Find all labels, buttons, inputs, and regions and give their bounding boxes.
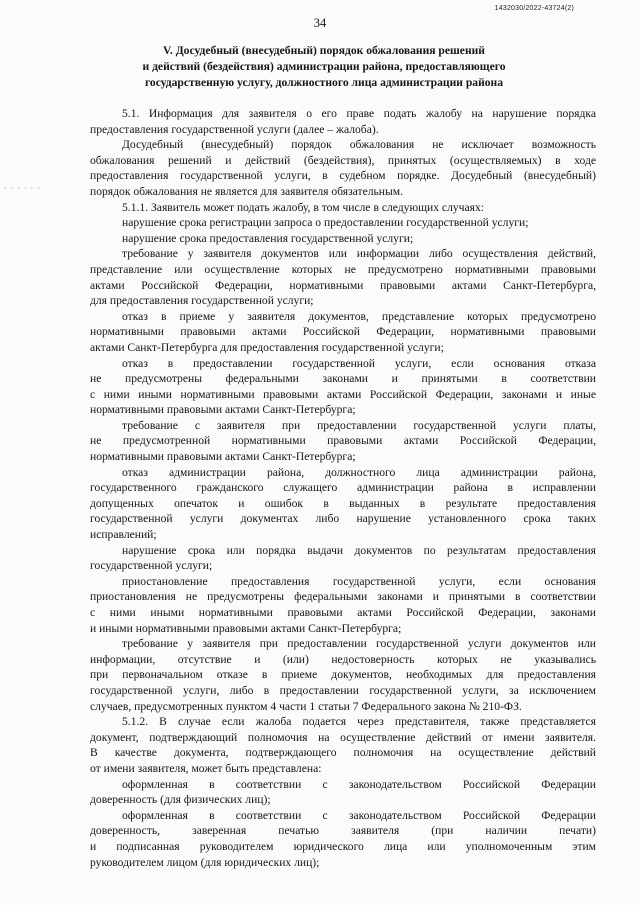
section-heading-line: и действий (бездействия) администрации района, предоставляющего	[142, 60, 506, 73]
body-text-line: приостановление предоставления государственной услуги, если основания	[122, 574, 596, 588]
body-text-line: руководителем лицом (для юридических лиц);	[90, 855, 320, 869]
body-text-line: при первоначальном отказе в приеме документов, необходимых для предоставления	[90, 668, 596, 682]
body-text-line: информации, отсутствие и (или) недостоверность которых не указывались	[90, 652, 596, 666]
body-text-line: с ними иными нормативными правовыми актами Российской Федерации, законами	[90, 606, 596, 619]
document-registration-number: 1432030/2022-43724(2)	[494, 5, 574, 12]
body-text-line: нормативными правовыми актами Санкт-Петербурга;	[90, 450, 356, 464]
body-text-line: государственной услуги, либо в предоставлении государственной услуги, за исключением	[90, 683, 596, 697]
section-heading-line: государственную услугу, должностного лица администрации района	[144, 76, 504, 89]
body-text-line: государственного гражданского служащего администрации района в исправлении	[90, 481, 596, 495]
body-text-line: требование с заявителя при предоставлении государственной услуги платы,	[122, 418, 596, 432]
body-text-line: нормативными правовыми актами Санкт-Петербурга;	[90, 403, 356, 417]
body-text-line: доверенность, заверенная печатью заявителя (при наличии печати)	[90, 824, 596, 838]
page-number: 34	[313, 16, 327, 30]
body-text-line: исправлений;	[90, 528, 157, 542]
body-text-line: документ, подтверждающий полномочия на осуществление действий от имени заявителя.	[90, 730, 596, 744]
body-text-line: оформленная в соответствии с законодательством Российской Федерации	[122, 808, 596, 822]
body-text-line: актами Российской Федерации, нормативными правовыми актами Санкт-Петербурга,	[90, 278, 596, 292]
body-text	[90, 106, 596, 870]
body-text-line: требование у заявителя при предоставлении государственной услуги документов или	[122, 637, 596, 651]
section-heading-line: V. Досудебный (внесудебный) порядок обжалования решений	[163, 44, 485, 57]
body-text-line: нарушение срока регистрации запроса о предоставлении государственной услуги;	[122, 216, 529, 230]
body-text-line: отказ в предоставлении государственной услуги, если основания отказа	[122, 356, 596, 370]
body-text-line: В качестве документа, подтверждающего полномочия на осуществление действий	[90, 746, 596, 760]
body-text-line: с ними иными нормативными правовыми актами Российской Федерации, законами и иные	[90, 387, 596, 401]
body-text-line: отказ администрации района, должностного лица администрации района,	[122, 465, 596, 479]
body-text-line: актами Санкт-Петербурга для предоставления государственной услуги;	[90, 340, 444, 354]
body-text-line: от имени заявителя, может быть представлена:	[90, 761, 322, 775]
body-text-line: государственной услуги;	[90, 559, 213, 573]
body-text-line: представление или осуществление которых не предусмотрено нормативными правовыми	[90, 262, 596, 276]
body-text-line: Досудебный (внесудебный) порядок обжалования не исключает возможность	[122, 138, 596, 152]
body-text-line: 5.1.1. Заявитель может подать жалобу, в том числе в следующих случаях:	[122, 200, 484, 214]
body-text-line: нормативными правовыми актами Российской Федерации, нормативными правовыми	[90, 325, 596, 339]
body-text-line: предоставления государственной услуги, в судебном порядке. Досудебный (внесудебный)	[90, 169, 596, 183]
body-text-line: порядок обжалования не является для заявителя обязательным.	[90, 184, 404, 198]
body-text-line: приостановления не предусмотрены федеральными законами и принятыми в соответствии	[90, 590, 596, 604]
body-text-line: нарушение срока или порядка выдачи документов по результатам предоставления	[122, 543, 596, 557]
body-text-line: отказ в приеме у заявителя документов, представление которых предусмотрено	[122, 309, 596, 323]
body-text-line: обжалования решений и действий (бездействия), принятых (осуществляемых) в ходе	[90, 153, 596, 167]
scan-margin-marks: · · · · · ·	[4, 184, 41, 193]
body-text-line: требование у заявителя документов или информации либо осуществления действий,	[122, 247, 596, 261]
body-text-line: для предоставления государственной услуги;	[90, 294, 314, 308]
body-text-line: 5.1.2. В случае если жалоба подается через представителя, также представляется	[122, 715, 596, 729]
body-text-line: 5.1. Информация для заявителя о его праве подать жалобу на нарушение порядка	[122, 107, 596, 120]
body-text-line: предоставления государственной услуги (далее – жалоба).	[90, 122, 379, 136]
body-text-line: случаев, предусмотренных пунктом 4 части 1 статьи 7 Федерального закона № 210-ФЗ.	[90, 699, 522, 713]
body-text-line: нарушение срока предоставления государственной услуги;	[122, 231, 414, 245]
body-text-line: государственной услуги документах либо нарушение установленного срока таких	[90, 512, 596, 526]
body-text-line: не предусмотрены федеральными законами и принятыми в соответствии	[90, 372, 596, 386]
body-text-line: допущенных опечаток и ошибок в выданных в результате предоставления	[90, 496, 596, 510]
section-heading	[104, 43, 544, 91]
body-text-line: оформленная в соответствии с законодательством Российской Федерации	[122, 777, 596, 791]
body-text-line: и иными нормативными правовыми актами Санкт-Петербурга;	[90, 621, 402, 635]
body-text-line: и подписанная руководителем юридического лица или уполномоченным этим	[90, 839, 596, 853]
body-text-line: доверенность (для физических лиц);	[90, 793, 271, 807]
body-text-line: не предусмотренной нормативными правовыми актами Российской Федерации,	[90, 434, 596, 448]
